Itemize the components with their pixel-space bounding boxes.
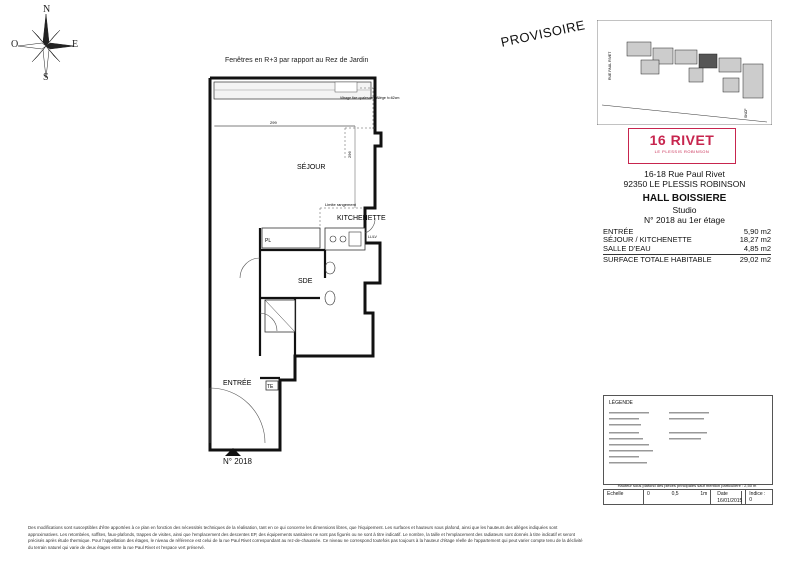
apartment-marker: N° 2018 (223, 457, 252, 466)
scale-mark: 1m (700, 491, 708, 497)
room-kitchenette: KITCHENETTE (337, 215, 386, 222)
limite-note: Limite rangement (325, 202, 356, 207)
compass-o: O (11, 39, 19, 50)
scale-bar (644, 490, 711, 504)
room-entree: ENTRÉE (223, 380, 252, 387)
compass-s: S (43, 72, 49, 83)
date-value: 16/01/2015 (714, 498, 742, 505)
provisoire-stamp: PROVISOIRE (499, 17, 587, 50)
legend-symbols (609, 406, 769, 476)
surface-row (603, 245, 771, 253)
site-plan (597, 20, 772, 125)
scale-mark: 0 (647, 491, 650, 497)
dim-299: 299 (270, 120, 277, 125)
ceiling-height-note: Hauteur sous plafond des pièces principales sauf mention particulière : 2,50 m (617, 483, 757, 488)
scale-mark: 0,5 (671, 491, 679, 497)
legend-title: LÉGENDE (609, 400, 633, 406)
title-block-footer (603, 489, 773, 505)
surface-total-label: SURFACE TOTALE HABITABLE (603, 255, 712, 265)
hall-info (597, 193, 772, 225)
address-line1: 16-18 Rue Paul Rivet (644, 169, 725, 179)
surface-total-value: 29,02 m2 (739, 255, 771, 265)
pl-label: PL (265, 238, 272, 244)
hall-type: Studio (672, 205, 697, 215)
date-block (711, 490, 746, 504)
project-logo (628, 128, 736, 164)
compass-n: N (43, 4, 51, 15)
hall-title: HALL BOISSIERE (642, 193, 727, 204)
dim-296: 296 (347, 151, 352, 158)
surface-label: SALLE D'EAU (603, 243, 651, 253)
scale-label: Echelle (604, 490, 644, 504)
address (597, 169, 772, 189)
legend-box (603, 395, 773, 485)
compass-e: E (72, 39, 79, 50)
lllv-label: LL/LV (368, 235, 377, 239)
compass-rose (8, 6, 78, 84)
logo-subtitle: LE PLESSIS ROBINSON (654, 149, 710, 154)
indice: Indice : 0 (749, 491, 766, 503)
surface-value: 4,85 m2 (743, 243, 771, 253)
surface-value: 5,90 m2 (743, 227, 771, 236)
vitrage-note: Vitrage fixe opalescent Allège h=62cm (340, 96, 400, 100)
address-line2: 92350 LE PLESSIS ROBINSON (623, 179, 746, 189)
surface-total-row (603, 254, 771, 264)
site-plan-street: RUE PAUL RIVET (608, 51, 612, 80)
surface-table (603, 228, 771, 265)
hall-number: N° 2018 au 1er étage (644, 215, 725, 225)
legal-disclaimer: Des modifications sont susceptibles d'être apportées à ce plan en fonction des nécessités techniques de la réalisation, tant en ce qui concerne les dimensions libres, que l'équipement. Les surfaces et hauteurs sous plafond, ainsi que les hauteurs des allèges indiquées sont approximatives. Les retombées, soffites, faux-plafonds, trappes de visites, ainsi que l'emplacement des descentes EP, des équipements sanitaires ne sont pas figurés ou ne sont à titre indicatif. Le nombre, la taille et l'emplacement des radiateurs sont donnés à titre indicatif et seront précisés après étude thermique. Pour l'appellation des étages, le niveau de référence est celui de la rue Paul Rivet correspondant au rez-de-chaussée. Ce niveau ne correspond toutefois pas toujours à la hauteur d'étage réelle de l'appartement qui peut varier compte tenu de la déclivité du terrain naturel qui varie de deux étages entre la rue Paul Rivet et l'espace vert préservé. (28, 525, 583, 550)
surface-label: SÉJOUR / KITCHENETTE (603, 235, 692, 245)
floor-plan (185, 58, 515, 478)
room-sejour: SÉJOUR (297, 164, 326, 171)
site-plan-sncf: SNCF (744, 108, 748, 118)
surface-label: ENTRÉE (603, 227, 634, 236)
te-label: TE (267, 384, 274, 390)
surface-value: 18,27 m2 (739, 235, 771, 245)
date-label: Date (714, 491, 742, 498)
room-sde: SDE (298, 278, 313, 285)
logo-name: 16 RIVET (649, 132, 715, 148)
window-note: Fenêtres en R+3 par rapport au Rez de Jardin (225, 57, 369, 64)
